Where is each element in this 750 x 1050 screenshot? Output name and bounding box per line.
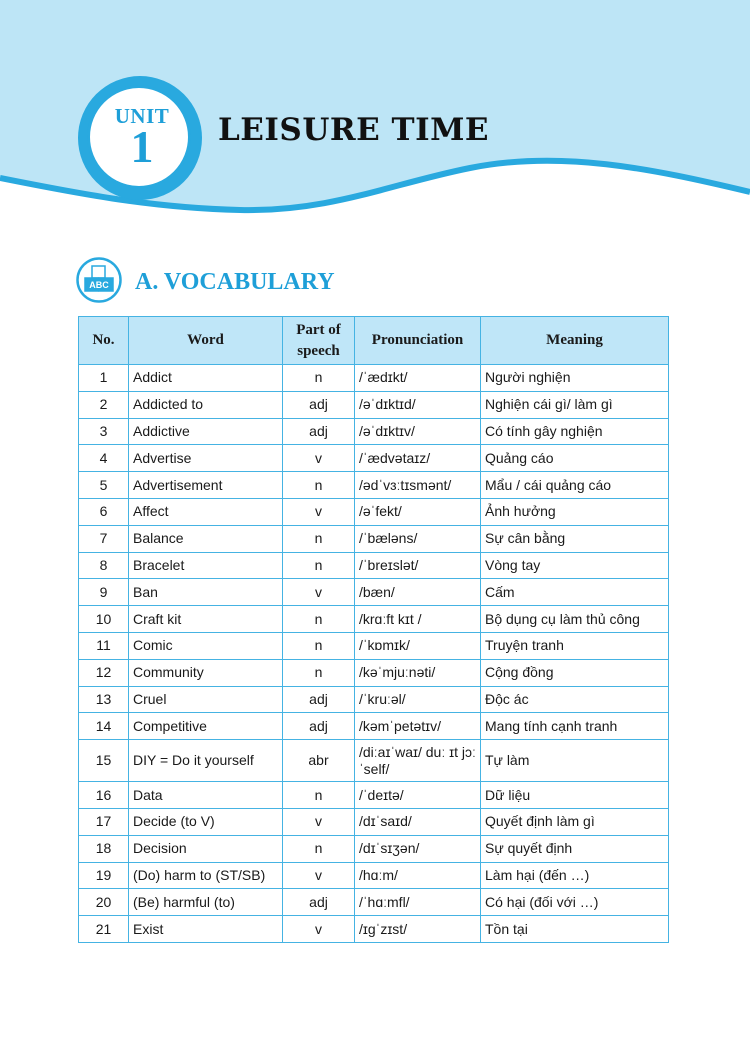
cell-no: 2	[79, 391, 129, 418]
unit-badge-inner	[87, 85, 191, 189]
cell-meaning: Tồn tại	[481, 916, 669, 943]
cell-part-of-speech: n	[283, 659, 355, 686]
table-row	[79, 686, 669, 713]
cell-pronunciation: /ˈkruːəl/	[355, 686, 481, 713]
table-row	[79, 472, 669, 499]
cell-no: 9	[79, 579, 129, 606]
cell-meaning: Có tính gây nghiện	[481, 418, 669, 445]
cell-no: 4	[79, 445, 129, 472]
table-row	[79, 659, 669, 686]
cell-meaning: Độc ác	[481, 686, 669, 713]
cell-pronunciation: /dɪˈsaɪd/	[355, 808, 481, 835]
cell-no: 12	[79, 659, 129, 686]
cell-no: 11	[79, 632, 129, 659]
cell-no: 8	[79, 552, 129, 579]
table-row	[79, 862, 669, 889]
cell-pronunciation: /ˈbæləns/	[355, 525, 481, 552]
header-part-of-speech: Part of speech	[283, 317, 355, 365]
cell-no: 14	[79, 713, 129, 740]
cell-pronunciation: /kəˈmjuːnəti/	[355, 659, 481, 686]
cell-meaning: Mang tính cạnh tranh	[481, 713, 669, 740]
table-row	[79, 782, 669, 809]
cell-word: Addicted to	[129, 391, 283, 418]
unit-label: UNIT	[114, 104, 170, 128]
table-body	[79, 365, 669, 943]
cell-pronunciation: /krɑːft kɪt /	[355, 606, 481, 633]
cell-part-of-speech: n	[283, 835, 355, 862]
cell-word: Affect	[129, 498, 283, 525]
cell-pronunciation: /ˈædɪkt/	[355, 365, 481, 392]
cell-no: 18	[79, 835, 129, 862]
cell-pronunciation: /əˈdɪktɪd/	[355, 391, 481, 418]
cell-meaning: Truyện tranh	[481, 632, 669, 659]
header-no: No.	[79, 317, 129, 365]
cell-part-of-speech: abr	[283, 740, 355, 782]
cell-no: 17	[79, 808, 129, 835]
cell-meaning: Tự làm	[481, 740, 669, 782]
cell-pronunciation: /diːaɪˈwaɪ/ duː ɪt jɔːˈself/	[355, 740, 481, 782]
cell-part-of-speech: n	[283, 552, 355, 579]
cell-part-of-speech: adj	[283, 418, 355, 445]
cell-word: Community	[129, 659, 283, 686]
cell-word: Bracelet	[129, 552, 283, 579]
cell-part-of-speech: v	[283, 445, 355, 472]
table-row	[79, 606, 669, 633]
cell-no: 10	[79, 606, 129, 633]
cell-meaning: Người nghiện	[481, 365, 669, 392]
cell-no: 15	[79, 740, 129, 782]
table-row	[79, 808, 669, 835]
cell-meaning: Dữ liệu	[481, 782, 669, 809]
cell-meaning: Ảnh hưởng	[481, 498, 669, 525]
table-row	[79, 498, 669, 525]
unit-number: 1	[130, 121, 154, 172]
table-row	[79, 579, 669, 606]
header-word: Word	[129, 317, 283, 365]
section-title: A. VOCABULARY	[135, 269, 335, 295]
cell-no: 5	[79, 472, 129, 499]
cell-no: 6	[79, 498, 129, 525]
cell-pronunciation: /əˈdɪktɪv/	[355, 418, 481, 445]
table-row	[79, 835, 669, 862]
cell-meaning: Sự cân bằng	[481, 525, 669, 552]
unit-title: LEISURE TIME	[218, 112, 490, 148]
cell-pronunciation: /bæn/	[355, 579, 481, 606]
cell-meaning: Nghiện cái gì/ làm gì	[481, 391, 669, 418]
table-row	[79, 740, 669, 782]
cell-word: (Do) harm to (ST/SB)	[129, 862, 283, 889]
cell-part-of-speech: n	[283, 632, 355, 659]
cell-word: Ban	[129, 579, 283, 606]
cell-meaning: Cộng đồng	[481, 659, 669, 686]
cell-word: Competitive	[129, 713, 283, 740]
cell-no: 13	[79, 686, 129, 713]
cell-word: Craft kit	[129, 606, 283, 633]
cell-pronunciation: /ˈhɑːmfl/	[355, 889, 481, 916]
cell-word: Decision	[129, 835, 283, 862]
table-row	[79, 916, 669, 943]
cell-meaning: Vòng tay	[481, 552, 669, 579]
cell-pronunciation: /kəmˈpetətɪv/	[355, 713, 481, 740]
cell-word: Addict	[129, 365, 283, 392]
header-pronunciation: Pronunciation	[355, 317, 481, 365]
cell-word: Addictive	[129, 418, 283, 445]
table-row	[79, 713, 669, 740]
cell-meaning: Quảng cáo	[481, 445, 669, 472]
cell-no: 20	[79, 889, 129, 916]
cell-meaning: Sự quyết định	[481, 835, 669, 862]
cell-pronunciation: /əˈfekt/	[355, 498, 481, 525]
cell-word: Data	[129, 782, 283, 809]
cell-meaning: Mẩu / cái quảng cáo	[481, 472, 669, 499]
table-row	[79, 525, 669, 552]
cell-part-of-speech: adj	[283, 686, 355, 713]
cell-meaning: Quyết định làm gì	[481, 808, 669, 835]
table-header-row	[79, 317, 669, 365]
table-row	[79, 632, 669, 659]
cell-word: Cruel	[129, 686, 283, 713]
cell-no: 21	[79, 916, 129, 943]
cell-part-of-speech: n	[283, 606, 355, 633]
cell-part-of-speech: v	[283, 808, 355, 835]
table-row	[79, 418, 669, 445]
table-row	[79, 391, 669, 418]
cell-no: 3	[79, 418, 129, 445]
table-row	[79, 889, 669, 916]
cell-word: Advertise	[129, 445, 283, 472]
cell-pronunciation: /ˈdeɪtə/	[355, 782, 481, 809]
cell-pronunciation: /ədˈvɜːtɪsmənt/	[355, 472, 481, 499]
table-row	[79, 552, 669, 579]
cell-pronunciation: /hɑːm/	[355, 862, 481, 889]
cell-pronunciation: /ɪgˈzɪst/	[355, 916, 481, 943]
cell-meaning: Bộ dụng cụ làm thủ công	[481, 606, 669, 633]
cell-meaning: Làm hại (đến …)	[481, 862, 669, 889]
cell-part-of-speech: n	[283, 525, 355, 552]
header-meaning: Meaning	[481, 317, 669, 365]
cell-word: (Be) harmful (to)	[129, 889, 283, 916]
cell-pronunciation: /ˈkɒmɪk/	[355, 632, 481, 659]
cell-no: 7	[79, 525, 129, 552]
cell-word: Balance	[129, 525, 283, 552]
cell-word: Decide (to V)	[129, 808, 283, 835]
abc-blocks-icon	[76, 257, 122, 303]
cell-part-of-speech: n	[283, 365, 355, 392]
unit-badge	[78, 76, 202, 200]
cell-part-of-speech: v	[283, 579, 355, 606]
cell-word: Advertisement	[129, 472, 283, 499]
table-row	[79, 445, 669, 472]
cell-pronunciation: /ˈædvətaɪz/	[355, 445, 481, 472]
cell-word: Exist	[129, 916, 283, 943]
cell-part-of-speech: adj	[283, 391, 355, 418]
cell-part-of-speech: v	[283, 916, 355, 943]
cell-meaning: Cấm	[481, 579, 669, 606]
cell-part-of-speech: n	[283, 472, 355, 499]
cell-no: 19	[79, 862, 129, 889]
abc-icon-letters: ABC	[89, 280, 109, 290]
cell-meaning: Có hại (đối với …)	[481, 889, 669, 916]
cell-part-of-speech: adj	[283, 713, 355, 740]
cell-part-of-speech: n	[283, 782, 355, 809]
cell-part-of-speech: adj	[283, 889, 355, 916]
table-row	[79, 365, 669, 392]
cell-word: Comic	[129, 632, 283, 659]
cell-part-of-speech: v	[283, 862, 355, 889]
cell-no: 1	[79, 365, 129, 392]
cell-part-of-speech: v	[283, 498, 355, 525]
cell-no: 16	[79, 782, 129, 809]
vocabulary-table	[78, 316, 669, 943]
cell-pronunciation: /dɪˈsɪʒən/	[355, 835, 481, 862]
cell-pronunciation: /ˈbreɪslət/	[355, 552, 481, 579]
cell-word: DIY = Do it yourself	[129, 740, 283, 782]
